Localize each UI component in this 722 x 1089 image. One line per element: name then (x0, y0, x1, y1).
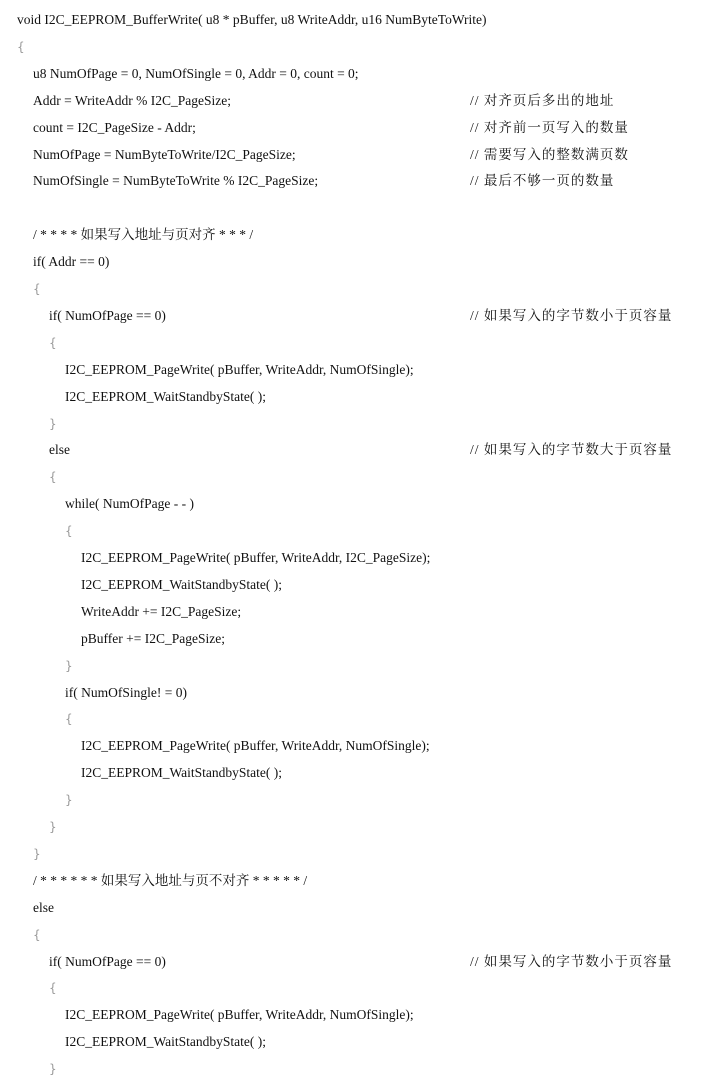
code-brace: { (17, 39, 25, 54)
code-line (0, 301, 722, 331)
code-line (0, 731, 722, 761)
code-comment: // 如果写入的字节数小于页容量 (470, 953, 673, 969)
code-line (0, 920, 722, 950)
code-brace: } (49, 416, 57, 431)
code-line (0, 543, 722, 573)
code-text: / * * * * 如果写入地址与页对齐 * * * / (33, 227, 254, 243)
code-text: u8 NumOfPage = 0, NumOfSingle = 0, Addr = 0, count = 0; (33, 65, 359, 81)
code-comment: // 需要写入的整数满页数 (470, 146, 629, 162)
code-text: if( Addr == 0) (33, 254, 110, 270)
code-brace: } (49, 820, 57, 834)
code-brace: } (65, 658, 73, 673)
code-text: count = I2C_PageSize - Addr; (33, 119, 196, 135)
code-line (0, 1027, 722, 1057)
code-text: if( NumOfPage == 0) (49, 953, 166, 969)
code-brace: } (33, 846, 41, 861)
code-line (0, 947, 722, 977)
code-text: I2C_EEPROM_PageWrite( pBuffer, WriteAddr, NumOfSingle); (81, 738, 430, 754)
code-comment: // 最后不够一页的数量 (470, 173, 615, 189)
code-brace: } (65, 793, 73, 808)
code-text: I2C_EEPROM_WaitStandbyState( ); (65, 1034, 267, 1050)
code-line (0, 516, 722, 546)
code-line (0, 328, 722, 358)
code-comment: // 如果写入的字节数大于页容量 (470, 442, 673, 458)
code-line (0, 86, 722, 116)
code-line (0, 166, 722, 196)
code-line (0, 597, 722, 627)
code-line (0, 32, 722, 62)
code-text: I2C_EEPROM_PageWrite( pBuffer, WriteAddr, I2C_PageSize); (81, 550, 431, 565)
code-text: pBuffer += I2C_PageSize; (81, 630, 225, 646)
code-line (0, 193, 722, 223)
code-brace: { (49, 470, 57, 485)
code-text: if( NumOfPage == 0) (49, 307, 166, 323)
code-line (0, 866, 722, 896)
code-line (0, 1054, 722, 1084)
code-text: if( NumOfSingle! = 0) (65, 684, 187, 700)
code-text: I2C_EEPROM_PageWrite( pBuffer, WriteAddr, NumOfSingle); (65, 361, 414, 377)
code-line (0, 758, 722, 788)
code-line (0, 489, 722, 519)
code-text: I2C_EEPROM_WaitStandbyState( ); (81, 765, 283, 781)
code-text: I2C_EEPROM_PageWrite( pBuffer, WriteAddr, NumOfSingle); (65, 1007, 414, 1023)
code-brace: { (49, 335, 57, 350)
code-text: I2C_EEPROM_WaitStandbyState( ); (81, 576, 283, 592)
code-text: while( NumOfPage - - ) (65, 496, 194, 512)
code-text: Addr = WriteAddr % I2C_PageSize; (33, 92, 232, 108)
code-text: void I2C_EEPROM_BufferWrite( u8 * pBuffer, u8 WriteAddr, u16 NumByteToWrite) (17, 12, 487, 27)
code-line (0, 785, 722, 815)
code-line (0, 570, 722, 600)
code-text: else (49, 442, 70, 458)
code-line (0, 1000, 722, 1030)
code-line (0, 355, 722, 385)
code-line (0, 382, 722, 412)
code-line (0, 5, 722, 35)
code-line (0, 220, 722, 250)
code-line (0, 624, 722, 654)
code-brace: { (49, 981, 57, 996)
code-line (0, 651, 722, 681)
code-brace: { (65, 712, 73, 727)
code-line (0, 973, 722, 1003)
code-line (0, 893, 722, 923)
code-text: I2C_EEPROM_WaitStandbyState( ); (65, 388, 267, 404)
code-brace: { (65, 524, 73, 539)
code-brace: } (49, 1062, 57, 1077)
code-line (0, 113, 722, 143)
code-line (0, 140, 722, 170)
code-text: / * * * * * * 如果写入地址与页不对齐 * * * * * / (33, 872, 308, 888)
code-line (0, 704, 722, 734)
code-line (0, 678, 722, 708)
code-brace: { (33, 282, 41, 296)
code-comment: // 如果写入的字节数小于页容量 (470, 307, 673, 323)
code-text: WriteAddr += I2C_PageSize; (81, 603, 242, 619)
code-line (0, 812, 722, 842)
code-comment: // 对齐前一页写入的数量 (470, 119, 629, 135)
code-brace: { (33, 927, 41, 942)
code-comment: // 对齐页后多出的地址 (470, 92, 615, 108)
code-text: else (33, 899, 54, 915)
code-text: NumOfPage = NumByteToWrite/I2C_PageSize; (33, 146, 296, 162)
code-line (0, 839, 722, 869)
code-line (0, 409, 722, 439)
code-line (0, 59, 722, 89)
code-line (0, 274, 722, 304)
code-text: NumOfSingle = NumByteToWrite % I2C_PageSize; (33, 173, 319, 189)
code-line (0, 435, 722, 465)
code-line (0, 462, 722, 492)
code-line (0, 247, 722, 277)
